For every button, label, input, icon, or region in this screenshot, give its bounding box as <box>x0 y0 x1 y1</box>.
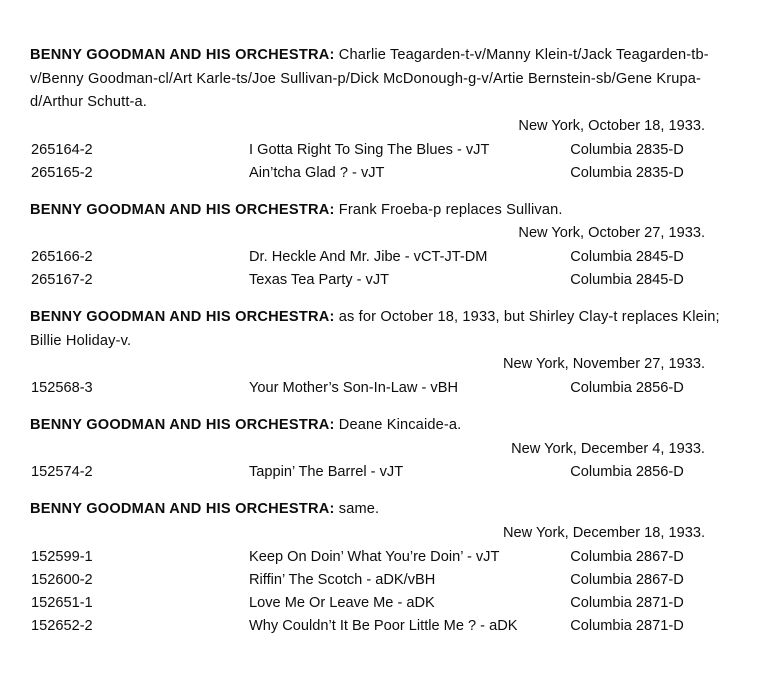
table-row <box>30 162 749 185</box>
session-personnel: Frank Froeba-p replaces Sullivan. <box>334 201 563 218</box>
track-issue: Columbia 2867-D <box>570 548 684 565</box>
track-table <box>30 139 749 185</box>
session-header <box>30 414 749 438</box>
track-issue: Columbia 2856-D <box>570 379 684 396</box>
track-matrix: 265165-2 <box>31 164 93 181</box>
track-matrix: 152574-2 <box>31 464 93 481</box>
band-name: BENNY GOODMAN AND HIS ORCHESTRA: <box>30 501 335 518</box>
track-table <box>30 246 749 292</box>
session-personnel: same. <box>334 501 380 518</box>
track-table <box>30 546 749 638</box>
session-header <box>30 199 749 223</box>
table-row <box>30 246 749 269</box>
band-name: BENNY GOODMAN AND HIS ORCHESTRA: <box>30 417 335 433</box>
track-table <box>30 461 749 484</box>
track-title: Why Couldn’t It Be Poor Little Me ? - aDK <box>249 617 518 634</box>
track-title: Your Mother’s Son-In-Law - vBH <box>249 379 459 396</box>
session-location: New York, November 27, 1933. <box>503 356 705 373</box>
track-issue: Columbia 2835-D <box>570 141 684 158</box>
track-matrix: 265166-2 <box>31 248 93 265</box>
table-row <box>30 615 749 638</box>
track-matrix: 152600-2 <box>31 571 93 588</box>
session-header <box>30 498 749 522</box>
track-matrix: 265167-2 <box>31 271 93 288</box>
track-matrix: 265164-2 <box>31 141 93 158</box>
session-entry <box>30 306 749 400</box>
track-title: Riffin’ The Scotch - aDK/vBH <box>249 571 436 588</box>
table-row <box>30 569 749 592</box>
track-title: Keep On Doin’ What You’re Doin’ - vJT <box>249 548 500 565</box>
track-issue: Columbia 2856-D <box>570 464 684 481</box>
session-entry <box>30 498 749 637</box>
session-entry <box>30 199 749 292</box>
band-name: BENNY GOODMAN AND HIS ORCHESTRA: <box>30 309 335 326</box>
track-issue: Columbia 2845-D <box>570 271 684 288</box>
track-table <box>30 377 749 400</box>
track-issue: Columbia 2867-D <box>570 571 684 588</box>
track-matrix: 152568-3 <box>31 379 93 396</box>
track-title: Love Me Or Leave Me - aDK <box>249 594 435 611</box>
track-matrix: 152652-2 <box>31 617 93 634</box>
track-title: Texas Tea Party - vJT <box>249 271 390 288</box>
session-entry <box>30 414 749 484</box>
session-personnel: Charlie Teagarden-t-v/Manny Klein-t/Jack Teagarden-tb-v/Benny Goodman-cl/Art Karle-ts/Joe Sullivan-p/Dick McDonough-g-v/Artie Bernstein-sb/Gene Krupa-d/Arthur Schutt-a. <box>30 47 709 111</box>
session-header <box>30 44 749 115</box>
track-title: Tappin’ The Barrel - vJT <box>249 464 404 481</box>
session-personnel: Deane Kincaide-a. <box>334 417 462 433</box>
table-row <box>30 546 749 569</box>
track-issue: Columbia 2871-D <box>570 594 684 611</box>
track-matrix: 152599-1 <box>31 548 93 565</box>
session-location: New York, October 18, 1933. <box>518 117 705 134</box>
track-title: I Gotta Right To Sing The Blues - vJT <box>249 141 490 158</box>
band-name: BENNY GOODMAN AND HIS ORCHESTRA: <box>30 47 335 63</box>
table-row <box>30 269 749 292</box>
track-matrix: 152651-1 <box>31 594 93 611</box>
band-name: BENNY GOODMAN AND HIS ORCHESTRA: <box>30 201 335 218</box>
track-issue: Columbia 2835-D <box>570 164 684 181</box>
session-entry <box>30 44 749 185</box>
session-header <box>30 306 749 353</box>
track-issue: Columbia 2845-D <box>570 248 684 265</box>
session-location: New York, December 18, 1933. <box>503 524 705 541</box>
table-row <box>30 377 749 400</box>
session-location: New York, December 4, 1933. <box>511 440 705 457</box>
table-row <box>30 461 749 484</box>
track-issue: Columbia 2871-D <box>570 617 684 634</box>
table-row <box>30 592 749 615</box>
track-title: Dr. Heckle And Mr. Jibe - vCT-JT-DM <box>249 248 488 265</box>
track-title: Ain’tcha Glad ? - vJT <box>249 164 385 181</box>
table-row <box>30 139 749 162</box>
session-location: New York, October 27, 1933. <box>518 225 705 242</box>
session-personnel: as for October 18, 1933, but Shirley Clay-t replaces Klein; Billie Holiday-v. <box>30 309 720 349</box>
